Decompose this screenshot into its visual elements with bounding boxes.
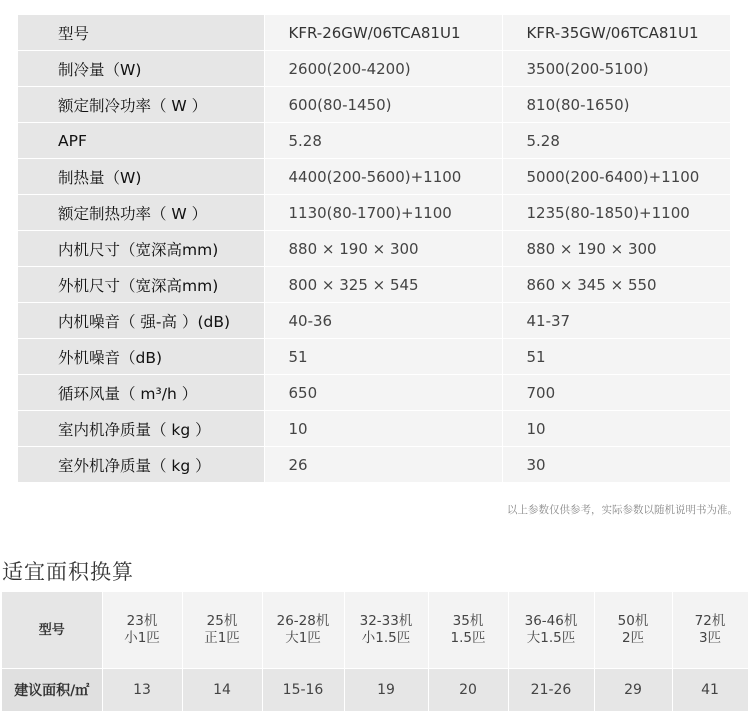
- area-model-code: 35机: [452, 613, 484, 629]
- spec-value-model-1: 650: [264, 375, 502, 411]
- spec-row: [18, 375, 730, 411]
- area-value-cell: 14: [182, 669, 262, 712]
- spec-value-model-1: 600(80-1450): [264, 87, 502, 123]
- area-model-hp: 2匹: [621, 630, 645, 646]
- spec-row: [18, 51, 730, 87]
- area-model-hp: 大1.5匹: [526, 630, 576, 646]
- area-model-cell: [672, 592, 748, 669]
- area-value-cell: 15-16: [262, 669, 344, 712]
- spec-row-label: 制冷量（W): [18, 51, 264, 87]
- spec-value-model-1: 26: [264, 447, 502, 483]
- area-model-cell: [428, 592, 508, 669]
- area-model-cell: [102, 592, 182, 669]
- area-model-code: 32-33机: [359, 613, 413, 629]
- spec-row-label: 外机噪音（dB): [18, 339, 264, 375]
- spec-row: [18, 303, 730, 339]
- spec-header-row: [18, 15, 730, 51]
- spec-header-label: 型号: [18, 15, 264, 51]
- area-size-header: 建议面积/㎡: [2, 669, 102, 712]
- spec-row: [18, 447, 730, 483]
- spec-row-label: 制热量（W): [18, 159, 264, 195]
- spec-value-model-2: 1235(80-1850)+1100: [502, 195, 730, 231]
- area-model-code: 50机: [617, 613, 649, 629]
- spec-value-model-2: 5000(200-6400)+1100: [502, 159, 730, 195]
- area-model-row: [2, 592, 748, 669]
- spec-row-label: 室内机净质量（ kg ）: [18, 411, 264, 447]
- spec-value-model-2: 3500(200-5100): [502, 51, 730, 87]
- area-model-hp: 大1匹: [285, 630, 321, 646]
- spec-row: [18, 159, 730, 195]
- area-model-hp: 小1匹: [124, 630, 160, 646]
- spec-value-model-1: 51: [264, 339, 502, 375]
- spec-value-model-2: 860 × 345 × 550: [502, 267, 730, 303]
- area-table: [2, 592, 749, 711]
- spec-value-model-2: 880 × 190 × 300: [502, 231, 730, 267]
- spec-row: [18, 411, 730, 447]
- spec-row: [18, 231, 730, 267]
- spec-value-model-2: 41-37: [502, 303, 730, 339]
- spec-value-model-2: 700: [502, 375, 730, 411]
- area-model-cell: [182, 592, 262, 669]
- spec-value-model-2: 51: [502, 339, 730, 375]
- area-model-hp: 1.5匹: [450, 630, 486, 646]
- spec-row: [18, 195, 730, 231]
- spec-value-model-2: 810(80-1650): [502, 87, 730, 123]
- spec-value-model-1: 880 × 190 × 300: [264, 231, 502, 267]
- spec-row: [18, 267, 730, 303]
- area-value-cell: 21-26: [508, 669, 594, 712]
- area-model-cell: [594, 592, 672, 669]
- area-model-code: 26-28机: [276, 613, 330, 629]
- spec-value-model-2: 10: [502, 411, 730, 447]
- area-value-row: [2, 669, 748, 712]
- spec-row-label: APF: [18, 123, 264, 159]
- area-model-code: 36-46机: [524, 613, 578, 629]
- area-value-cell: 19: [344, 669, 428, 712]
- spec-table: [18, 15, 730, 483]
- area-model-hp: 正1匹: [204, 630, 240, 646]
- area-model-code: 25机: [206, 613, 238, 629]
- area-model-hp: 小1.5匹: [361, 630, 411, 646]
- spec-row-label: 外机尺寸（宽深高mm): [18, 267, 264, 303]
- area-model-code: 72机: [694, 613, 726, 629]
- area-model-hp: 3匹: [698, 630, 722, 646]
- spec-value-model-2: 5.28: [502, 123, 730, 159]
- spec-row-label: 内机噪音（ 强-高 ）(dB): [18, 303, 264, 339]
- spec-row-label: 额定制热功率（ W ）: [18, 195, 264, 231]
- spec-value-model-1: 4400(200-5600)+1100: [264, 159, 502, 195]
- spec-value-model-1: 5.28: [264, 123, 502, 159]
- area-model-cell: [262, 592, 344, 669]
- disclaimer-note: 以上参数仅供参考，实际参数以随机说明书为准。: [507, 504, 738, 516]
- area-value-cell: 20: [428, 669, 508, 712]
- area-value-cell: 29: [594, 669, 672, 712]
- spec-row-label: 额定制冷功率（ W ）: [18, 87, 264, 123]
- spec-row-label: 循环风量（ m³/h ）: [18, 375, 264, 411]
- area-value-cell: 41: [672, 669, 748, 712]
- spec-value-model-1: 1130(80-1700)+1100: [264, 195, 502, 231]
- spec-value-model-2: 30: [502, 447, 730, 483]
- spec-value-model-1: 800 × 325 × 545: [264, 267, 502, 303]
- spec-row-label: 室外机净质量（ kg ）: [18, 447, 264, 483]
- area-model-code: 23机: [126, 613, 158, 629]
- spec-value-model-1: 40-36: [264, 303, 502, 339]
- model-2-name: KFR-35GW/06TCA81U1: [502, 15, 730, 51]
- spec-row: [18, 123, 730, 159]
- model-1-name: KFR-26GW/06TCA81U1: [264, 15, 502, 51]
- section-title: 适宜面积换算: [2, 560, 134, 584]
- area-value-cell: 13: [102, 669, 182, 712]
- spec-value-model-1: 2600(200-4200): [264, 51, 502, 87]
- spec-row: [18, 339, 730, 375]
- spec-row-label: 内机尺寸（宽深高mm): [18, 231, 264, 267]
- spec-row: [18, 87, 730, 123]
- area-model-cell: [344, 592, 428, 669]
- area-model-cell: [508, 592, 594, 669]
- spec-value-model-1: 10: [264, 411, 502, 447]
- area-model-header: 型号: [2, 592, 102, 669]
